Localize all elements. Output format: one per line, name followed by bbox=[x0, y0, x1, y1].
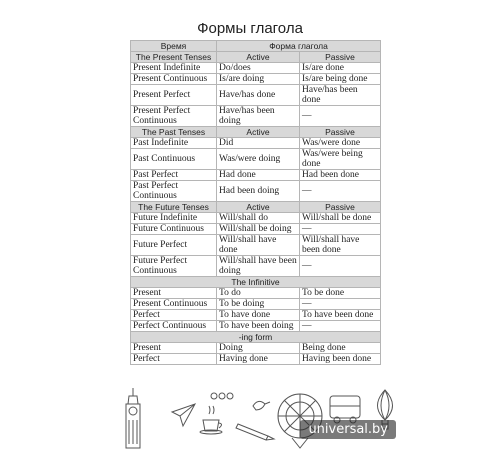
tense-cell: Perfect Continuous bbox=[131, 321, 217, 332]
passive-cell: — bbox=[300, 256, 381, 277]
passive-cell: Being done bbox=[300, 343, 381, 354]
active-cell: Was/were doing bbox=[217, 149, 300, 170]
bird-icon bbox=[253, 401, 270, 410]
passive-cell: — bbox=[300, 224, 381, 235]
passive-cell: Having been done bbox=[300, 354, 381, 365]
active-cell: To do bbox=[217, 288, 300, 299]
passive-cell: Had been done bbox=[300, 170, 381, 181]
active-header: Active bbox=[217, 127, 300, 138]
section-header-future bbox=[131, 202, 381, 213]
section-header-present bbox=[131, 52, 381, 63]
tense-cell: Past Perfect bbox=[131, 170, 217, 181]
active-cell: Will/shall do bbox=[217, 213, 300, 224]
active-cell: Have/has done bbox=[217, 85, 300, 106]
table-row bbox=[131, 224, 381, 235]
table-row bbox=[131, 343, 381, 354]
passive-cell: — bbox=[300, 106, 381, 127]
bus-icon bbox=[330, 396, 360, 423]
active-cell: Having done bbox=[217, 354, 300, 365]
table-row bbox=[131, 354, 381, 365]
table-row bbox=[131, 85, 381, 106]
passive-header: Passive bbox=[300, 202, 381, 213]
tense-cell: Future Perfect Continuous bbox=[131, 256, 217, 277]
active-cell: To have been doing bbox=[217, 321, 300, 332]
watermark: universal.by bbox=[300, 420, 396, 439]
paper-plane-icon bbox=[172, 404, 195, 426]
section-header-past bbox=[131, 127, 381, 138]
section-label: The Future Tenses bbox=[131, 202, 217, 213]
passive-cell: To be done bbox=[300, 288, 381, 299]
active-header: Active bbox=[217, 52, 300, 63]
passive-cell: Have/has been done bbox=[300, 85, 381, 106]
passive-cell: Was/were being done bbox=[300, 149, 381, 170]
active-cell: Had done bbox=[217, 170, 300, 181]
passive-cell: To have been done bbox=[300, 310, 381, 321]
active-cell: Will/shall have done bbox=[217, 235, 300, 256]
passive-cell: Is/are being done bbox=[300, 74, 381, 85]
active-cell: Will/shall have been doing bbox=[217, 256, 300, 277]
section-header-ing-form bbox=[131, 332, 381, 343]
table-row bbox=[131, 310, 381, 321]
active-cell: To be doing bbox=[217, 299, 300, 310]
tense-cell: Past Perfect Continuous bbox=[131, 181, 217, 202]
active-cell: Did bbox=[217, 138, 300, 149]
section-label: The Infinitive bbox=[131, 277, 381, 288]
tense-cell: Past Continuous bbox=[131, 149, 217, 170]
tense-cell: Past Indefinite bbox=[131, 138, 217, 149]
tense-cell: Present Continuous bbox=[131, 299, 217, 310]
tense-cell: Future Continuous bbox=[131, 224, 217, 235]
passive-header: Passive bbox=[300, 127, 381, 138]
passive-cell: Is/are done bbox=[300, 63, 381, 74]
section-label: -ing form bbox=[131, 332, 381, 343]
active-cell: Is/are doing bbox=[217, 74, 300, 85]
tense-cell: Present Perfect bbox=[131, 85, 217, 106]
page-title: Формы глагола bbox=[197, 20, 303, 37]
tense-cell: Present Perfect Continuous bbox=[131, 106, 217, 127]
passive-cell: — bbox=[300, 181, 381, 202]
table-row bbox=[131, 63, 381, 74]
table-row bbox=[131, 321, 381, 332]
section-header-infinitive bbox=[131, 277, 381, 288]
table-row bbox=[131, 213, 381, 224]
table-row bbox=[131, 256, 381, 277]
active-cell: Had been doing bbox=[217, 181, 300, 202]
table-row bbox=[131, 235, 381, 256]
passive-cell: Will/shall have been done bbox=[300, 235, 381, 256]
tense-cell: Present bbox=[131, 288, 217, 299]
big-ben-icon bbox=[126, 388, 140, 448]
table-header-row bbox=[131, 41, 381, 52]
tense-cell: Perfect bbox=[131, 310, 217, 321]
circles-icon bbox=[211, 393, 233, 399]
table-row bbox=[131, 149, 381, 170]
table-row bbox=[131, 106, 381, 127]
verb-forms-table bbox=[130, 40, 381, 365]
header-verb-form: Форма глагола bbox=[217, 41, 381, 52]
tense-cell: Present Indefinite bbox=[131, 63, 217, 74]
table-row bbox=[131, 288, 381, 299]
tense-cell: Future Indefinite bbox=[131, 213, 217, 224]
table-row bbox=[131, 181, 381, 202]
passive-cell: — bbox=[300, 321, 381, 332]
header-time: Время bbox=[131, 41, 217, 52]
active-cell: Have/has been doing bbox=[217, 106, 300, 127]
cup-icon bbox=[200, 406, 222, 434]
section-label: The Present Tenses bbox=[131, 52, 217, 63]
active-header: Active bbox=[217, 202, 300, 213]
pencil-icon bbox=[236, 424, 274, 440]
section-label: The Past Tenses bbox=[131, 127, 217, 138]
active-cell: Will/shall be doing bbox=[217, 224, 300, 235]
passive-header: Passive bbox=[300, 52, 381, 63]
table-row bbox=[131, 299, 381, 310]
active-cell: Doing bbox=[217, 343, 300, 354]
active-cell: To have done bbox=[217, 310, 300, 321]
passive-cell: Was/were done bbox=[300, 138, 381, 149]
tense-cell: Future Perfect bbox=[131, 235, 217, 256]
table-row bbox=[131, 138, 381, 149]
tense-cell: Perfect bbox=[131, 354, 217, 365]
tense-cell: Present bbox=[131, 343, 217, 354]
passive-cell: — bbox=[300, 299, 381, 310]
decorative-doodles bbox=[0, 384, 500, 450]
tense-cell: Present Continuous bbox=[131, 74, 217, 85]
passive-cell: Will/shall be done bbox=[300, 213, 381, 224]
active-cell: Do/does bbox=[217, 63, 300, 74]
table-row bbox=[131, 74, 381, 85]
table-row bbox=[131, 170, 381, 181]
